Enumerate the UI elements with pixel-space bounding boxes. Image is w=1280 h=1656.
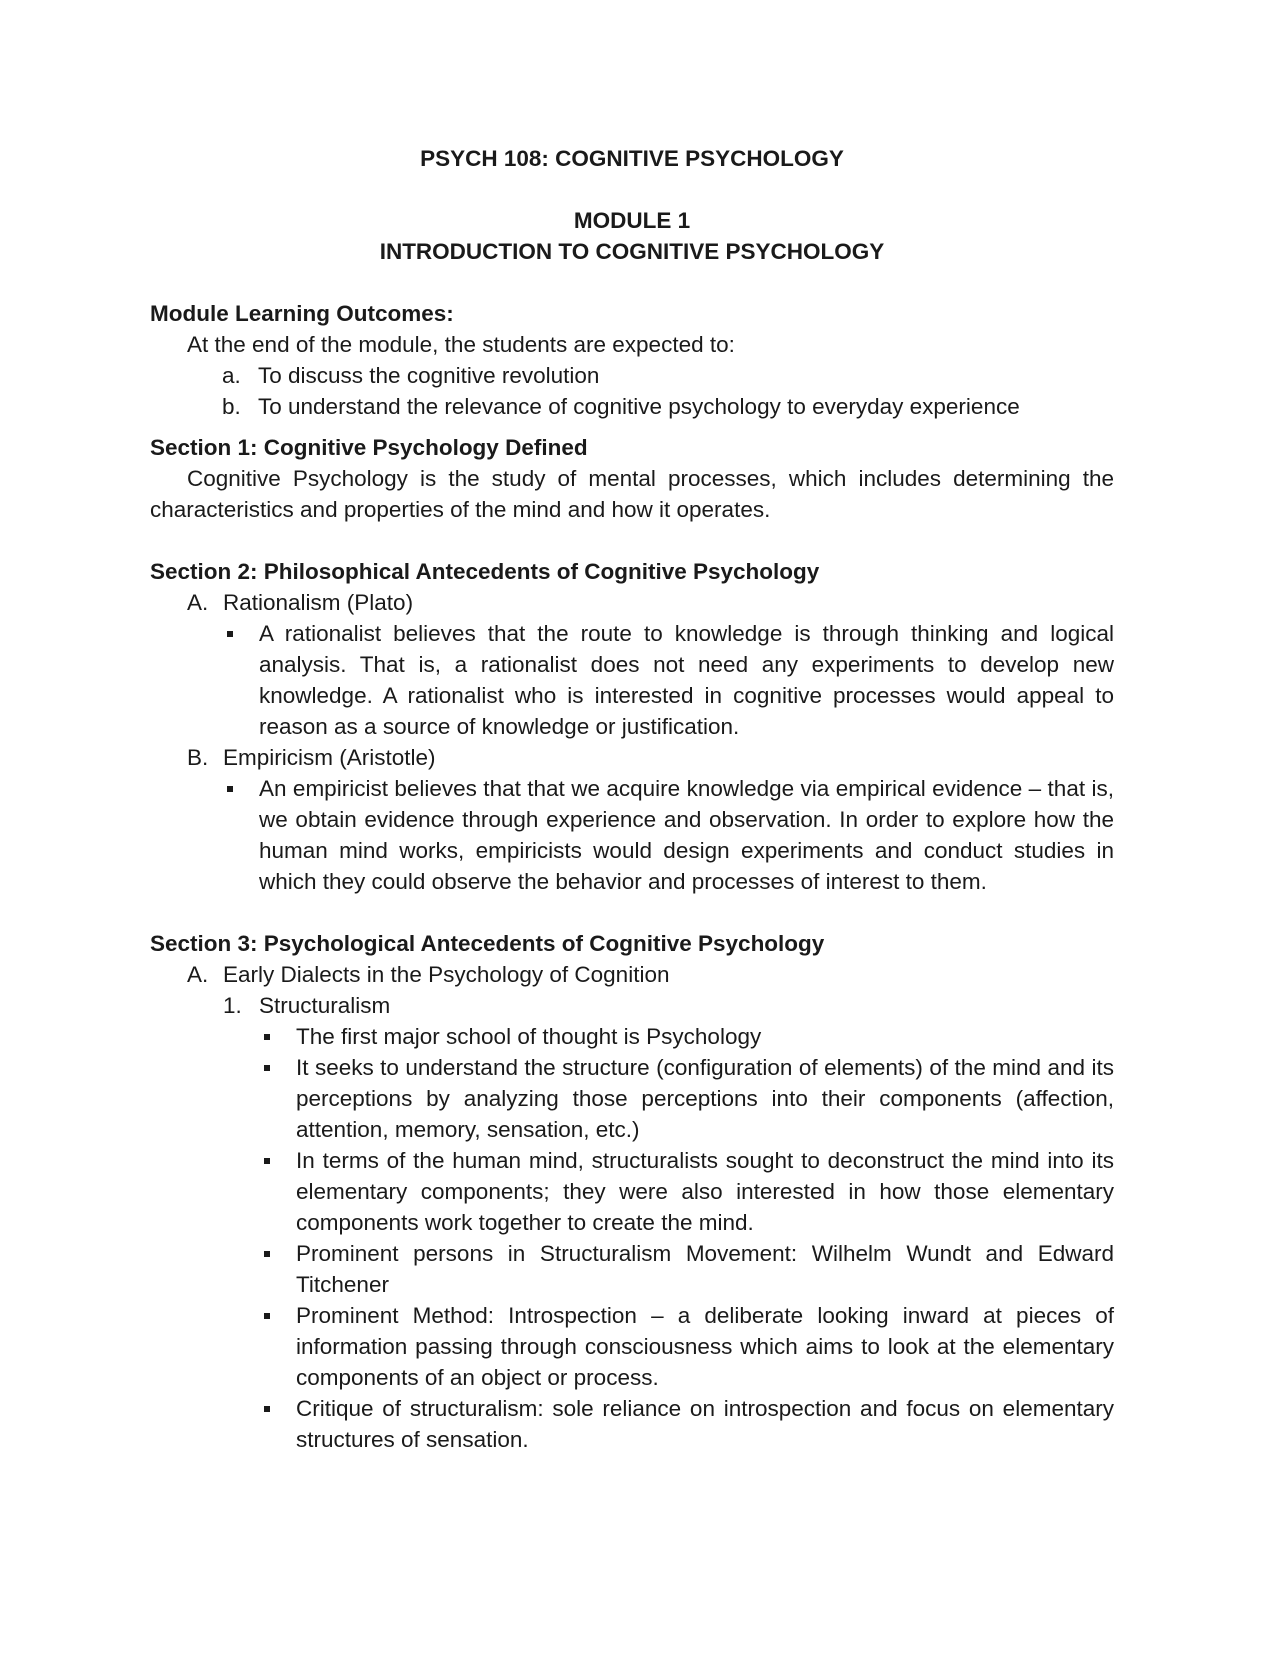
subsection-label: Early Dialects in the Psychology of Cognition — [223, 962, 670, 987]
list-marker: 1. — [223, 993, 242, 1018]
section3-subsection — [150, 959, 1114, 990]
bullet-text: Critique of structuralism: sole reliance on introspection and focus on elementary structures of sensation. — [296, 1396, 1114, 1452]
bullet-item — [150, 1300, 1114, 1393]
numbered-item — [150, 990, 1114, 1021]
section3-heading: Section 3: Psychological Antecedents of Cognitive Psychology — [150, 931, 825, 956]
bullet-square-icon — [260, 1300, 296, 1331]
item-label: Empiricism (Aristotle) — [223, 745, 436, 770]
bullet-item — [150, 773, 1114, 897]
section1-heading: Section 1: Cognitive Psychology Defined — [150, 435, 588, 460]
outcome-item — [150, 391, 1114, 422]
bullet-item — [150, 1145, 1114, 1238]
bullet-text: The first major school of thought is Psychology — [296, 1024, 762, 1049]
section2-item — [150, 742, 1114, 773]
list-marker: A. — [187, 590, 209, 615]
section1-body: Cognitive Psychology is the study of mental processes, which includes determining the characteristics and properties of the mind and how it operates. — [150, 466, 1114, 522]
bullet-text: An empiricist believes that that we acquire knowledge via empirical evidence – that is, we obtain evidence through experience and observation. In order to explore how the human mind works, empiricists would design experiments and conduct studies in which they could observe the behavior and processes of interest to them. — [259, 776, 1114, 894]
outcomes-intro: At the end of the module, the students are expected to: — [187, 332, 735, 357]
list-marker: b. — [222, 394, 241, 419]
document-page — [150, 143, 1114, 1455]
bullet-text: It seeks to understand the structure (configuration of elements) of the mind and its perceptions by analyzing those perceptions into their components (affection, attention, memory, sensation, etc.) — [296, 1055, 1114, 1142]
outcomes-heading: Module Learning Outcomes: — [150, 301, 454, 326]
bullet-text: Prominent Method: Introspection – a deliberate looking inward at pieces of information passing through consciousness which aims to look at the elementary components of an object or process. — [296, 1303, 1114, 1390]
list-marker: a. — [222, 363, 241, 388]
bullet-item — [150, 1052, 1114, 1145]
bullet-square-icon — [223, 773, 259, 804]
bullet-square-icon — [260, 1393, 296, 1424]
bullet-text: In terms of the human mind, structuralists sought to deconstruct the mind into its elementary components; they were also interested in how those elementary components work together to create the mind. — [296, 1148, 1114, 1235]
bullet-square-icon — [260, 1145, 296, 1176]
bullet-square-icon — [223, 618, 259, 649]
bullet-square-icon — [260, 1021, 296, 1052]
list-marker: B. — [187, 745, 209, 770]
bullet-text: Prominent persons in Structuralism Movement: Wilhelm Wundt and Edward Titchener — [296, 1241, 1114, 1297]
bullet-text: A rationalist believes that the route to knowledge is through thinking and logical analysis. That is, a rationalist does not need any experiments to develop new knowledge. A rationalist who is interested in cognitive processes would appeal to reason as a source of knowledge or justification. — [259, 621, 1114, 739]
item-label: Rationalism (Plato) — [223, 590, 414, 615]
module-title: INTRODUCTION TO COGNITIVE PSYCHOLOGY — [379, 239, 885, 264]
outcome-text: To understand the relevance of cognitive psychology to everyday experience — [258, 394, 1020, 419]
outcome-item — [150, 360, 1114, 391]
bullet-item — [150, 618, 1114, 742]
bullet-square-icon — [260, 1238, 296, 1269]
section2-heading: Section 2: Philosophical Antecedents of Cognitive Psychology — [150, 559, 820, 584]
numbered-label: Structuralism — [259, 993, 391, 1018]
course-title: PSYCH 108: COGNITIVE PSYCHOLOGY — [420, 146, 844, 171]
module-number: MODULE 1 — [573, 208, 691, 233]
section2-item — [150, 587, 1114, 618]
bullet-square-icon — [260, 1052, 296, 1083]
outcome-text: To discuss the cognitive revolution — [258, 363, 600, 388]
bullet-item — [150, 1393, 1114, 1455]
list-marker: A. — [187, 962, 209, 987]
bullet-item — [150, 1238, 1114, 1300]
bullet-item — [150, 1021, 1114, 1052]
